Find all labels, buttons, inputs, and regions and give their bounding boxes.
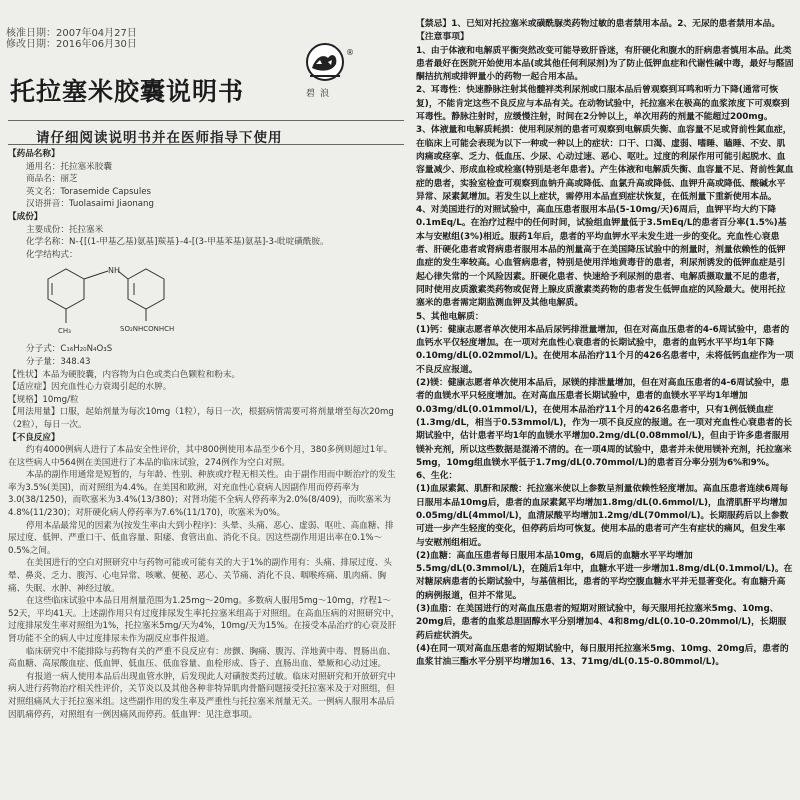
revision-date: 修改日期：2016年06月30日 — [6, 39, 137, 50]
english-name: 英文名：Torasemide Capsules — [26, 186, 152, 197]
precaution-2: 2、耳毒性：快速静脉注射其他髓袢类利尿剂或口服本品后曾观察到耳鸣和听力下降(通常可恢复)，不能肯定这些不良反应与本品有关。在动物试验中，托拉塞米在极高的血浆浓度下可观察到耳毒性。静脉注射时，应缓慢注射，时间在2分钟以上，单次用药的剂量不能超过200mg。 — [416, 85, 790, 123]
chemical-structure-diagram — [8, 261, 208, 343]
adverse-paragraph-6: 临床研究中不能排除与药物有关的严重不良反应有：房颤、胸痛、腹泻、洋地黄中毒、胃肠出血、高血糖、高尿酸血症、低血钾、低血压、低血容量、血栓形成、昏子、直肠出血、晕厥和心动过速。 — [8, 646, 396, 670]
precaution-5-magnesium: (2)镁：健康志愿者单次使用本品后，尿镁的排泄量增加，但在对高血压患者的4-6周试验中，患者的血镁水平只轻度增加。在对高血压患者长期试验中，患者的血镁水平平均1年增加0.03mg/dL(0.01mmol/L)，在使用本品治疗11个月的426名患者中，只有1例低镁血症(1.3mg/dL，相当于0.53mmol/L)，作为一项不良反应的报道。在一项对充血性心衰患者的长期试验中，估计患者平均1年的血镁水平增加0.2mg/dL(0.08mmol/L)，但由于许多患者服用镁补充剂，所以这些数据是混淆不清的。在一项4周的试验中，患者并未使用镁补充剂，托拉塞米5mg，10mg组血镁水平低于1.7mg/dL(0.70mmol/L)的患者百分率分别为6%和9%。 — [416, 378, 793, 468]
section-indications: 【适应症】因充血性心力衰竭引起的水肿。 — [8, 382, 172, 393]
precaution-3: 3、体液量和电解质耗损：使用利尿剂的患者可观察到电解质失衡、血容量不足或肾前性氮血症，在临床上可能会表现为以下一种或一种以上的症状：口干、口渴、虚弱、嗜睡、瞌睡、不安、肌肉痛或痉挛、乏力、低血压、少尿、心动过速、恶心、呕吐。过度的利尿作用可能引起脱水、血容量减少、形成血栓或栓塞(特别是老年患者)。产生体液和电解质失衡、血容量不足、肾前性氮血症的患者，实验室检查可观察到血钠升高或降低、血氯升高或降低、血钾升高或降低、酸碱水平异常、尿素氮增加。若发生以上症状，需停用本品直到症状恢复，在低剂量下重新使用本品。 — [416, 125, 794, 202]
structure-label: 化学结构式： — [26, 249, 78, 260]
section-specification: 【规格】10mg/粒 — [8, 394, 79, 405]
adverse-paragraph-1: 约有4000例病人进行了本品安全性评价，其中800例使用本品至少6个月，380多例则超过1年。在这些病人中564例在美国进行了本品的临床试验，274例作为空白对照。 — [8, 445, 393, 468]
adverse-paragraph-7: 有报道一病人使用本品后出现血管水肿，后发现此人对磺胺类药过敏。临床对照研究和开放研究中病人进行药物治疗相关性评价，关节炎以及其他各种非特异肌肉骨骼问题接受托拉塞米及于对照组，但对照组痛风大于托拉塞米组。这些副作用的发生率及严重性与托拉塞米剂量无关。一例病人服用本品后因肌痛停药，对照组有一例因痛风而停药。低血钾：见注意事项。 — [8, 671, 396, 720]
title-divider — [8, 120, 404, 121]
pinyin-name: 汉语拼音：Tuolasaimi Jiaonang — [26, 199, 154, 210]
registered-mark: ® — [346, 48, 354, 57]
section-adverse-reactions: 【不良反应】 — [8, 432, 60, 443]
chemical-name: 化学名称：N-{[(1-甲基乙基)氨基]羰基}-4-[(3-甲基苯基)氨基]-3-吡啶磺酰胺。 — [26, 237, 329, 248]
structure-sulfonyl-label: SO₂NHCONHCH — [120, 325, 175, 334]
section-drug-name: 【药品名称】 — [8, 149, 60, 159]
contraindications-heading: 【禁忌】 — [416, 19, 452, 29]
document-subtitle: 请仔细阅读说明书并在医师指导下使用 — [36, 130, 283, 146]
trade-name: 商品名：丽芝 — [26, 174, 78, 185]
document-title: 托拉塞米胶囊说明书 — [10, 77, 245, 106]
precaution-6-glucose: (2)血糖：高血压患者每日服用本品10mg，6周后的血糖水平平均增加5.5mg/dL(0.3mmol/L)，在随后1年中，血糖水平进一步增加1.8mg/dL(0.1mmol/L)。在对糖尿病患者的长期试验中，与基值相比，患者的平均空腹血糖水平并无显著变化。有血糖升高的病例报道，但并不常见。 — [416, 550, 793, 601]
brand-name: 碧浪 — [306, 89, 335, 99]
left-body-text — [8, 148, 400, 721]
precaution-4: 4、对美国进行的对照试验中，高血压患者服用本品(5-10mg/天)6周后，血钾平均大约下降0.1mEq/L。在治疗过程中的任何时间，试验组血钾量低于3.5mEq/L的患者百分率(1.5%)基本与安慰组(3%)相近。服药1年后，患者的平均血钾水平未发生进一步的变化。充血性心衰患者、肝硬化患者或肾病患者服用本品的剂量高于在美国降压试验中的剂量时，剂量依赖性的低钾血症的发生率较高。心血管病患者，特别是使用洋地黄毒苷的患者，利尿剂诱发的低钾血症是引起心律失常的一个风险因素。肝硬化患者、快速给予利尿剂的患者、电解质摄取量不足的患者，同时使用皮质激素类药物或促肾上腺皮质激素类药物的患者发生低钾血症的风险最大。使用托拉塞米的患者需定期监测血钾及其他电解质。 — [416, 205, 787, 309]
right-column — [416, 18, 794, 798]
precaution-5-calcium: (1)钙：健康志愿者单次使用本品后尿钙排泄量增加，但在对高血压患者的4-6周试验中，患者的血钙水平仅轻度增加。在一项对充血性心衰患者的长期试验中，患者的血钙水平平均1年下降0.10mg/dL(0.02mmol/L)。在使用本品治疗11个月的426名患者中，未将低钙血症作为一项不良反应报道。 — [416, 324, 794, 375]
structure-methyl-label: CH₃ — [58, 327, 71, 336]
section-properties: 【性状】本品为硬胶囊，内容物为白色或类白色颗粒和粉末。 — [8, 369, 241, 380]
structure-nh-label: NH — [108, 266, 120, 276]
precaution-5: 5、其他电解质： — [416, 311, 484, 322]
precaution-6-triglycerides: (4)在同一项对高血压患者的短期试验中，每日服用托拉塞米5mg、10mg、20mg后，患者的血浆甘油三酯水平分别平均增加16、13、71mg/dL(0.15-0.80mmol/L)。 — [416, 643, 789, 668]
precaution-6-lipids: (3)血脂：在美国进行的对高血压患者的短期对照试验中，每天服用托拉塞米5mg、10mg、20mg后，患者的血浆总胆固醇水平分别增加4、4和8mg/dL(0.10-0.20mmol/L)，长期服药后症状消失。 — [416, 604, 787, 641]
contraindications-text: 1、已知对托拉塞米或磺酰脲类药物过敏的患者禁用本品。2、无尿的患者禁用本品。 — [451, 19, 781, 29]
precaution-6: 6、生化： — [416, 471, 458, 482]
molecular-weight: 分子量：348.43 — [26, 356, 91, 367]
main-component: 主要成份：托拉塞米 — [26, 224, 104, 235]
precaution-6-bun: (1)血尿素氮、肌酐和尿酸：托拉塞米使以上参数呈剂量依赖性轻度增加。高血压患者连续6周每日服用本品10mg后，患者的血尿素氮平均增加1.8mg/dL(0.6mmol/L)，血清肌酐平均增加0.05mg/dL(4mmol/L)，血清尿酸平均增加1.2mg/dL(70mmol/L)。长期服药后以上参数可进一步产生轻度的变化，但停药后均可恢复。使用本品的患者可产生有症状的痛风，但发生率与安慰剂组相近。 — [416, 484, 789, 548]
adverse-paragraph-3: 停用本品最常见的因素为(按发生率由大到小程序)：头晕、头痛、恶心、虚弱、呕吐、高血糖、排尿过度、低钾、严重口干、低血容量、阳痿、食管出血、消化不良。因这些副作用退出率在0.1%～0.5%之间。 — [8, 520, 394, 556]
generic-name: 通用名：托拉塞米胶囊 — [26, 161, 112, 172]
subtitle-divider — [8, 144, 404, 145]
section-composition: 【成份】 — [8, 211, 43, 222]
adverse-paragraph-5: 在这些临床试验中本品日用剂量范围为1.25mg～20mg。多数病人服用5mg～10mg，疗程1～52天，平均41天。上述副作用只有过度排尿发生率托拉塞米组高于对照组。在高血压病的对照研究中，过度排尿发生率对照组为1%，托拉塞米5mg/天为4%，10mg/天为15%。在接受本品治疗的心衰及肝肾功能不全的病人中过度排尿未作为副反应事件报道。 — [8, 596, 400, 644]
section-contraindications — [416, 18, 794, 31]
section-dosage: 【用法用量】口服，起始剂量为每次10mg（1粒），每日一次，根据病情需要可将剂量增至每次20mg（2粒），每日一次。 — [8, 407, 394, 430]
adverse-paragraph-2: 本品的副作用通常是短暂的，与年龄、性别、种族或疗程无相关性。由于副作用而中断治疗的发生率为3.5%(美国)，而对照组为4.4%。在美国和欧洲，对充血性心衰病人因副作用而停药率为3.0(38/1250)，而吹塞米为3.4%(13/380)；对肾功能不全病人停药率为2.0%(8/409)，而吹塞米为4.8%(11/230)；对肝硬化病人停药率为7.6%(11/170)，吹塞米为0%。 — [8, 470, 396, 519]
left-column — [6, 28, 406, 798]
chemical-structure — [8, 261, 400, 343]
molecular-formula: 分子式：C₁₆H₂₀N₄O₃S — [26, 344, 113, 355]
section-precautions: 【注意事项】 — [416, 32, 469, 43]
approval-date: 核准日期：2007年04月27日 — [6, 28, 137, 39]
precaution-1: 1、由于体液和电解质平衡突然改变可能导致肝昏迷，有肝硬化和腹水的肝病患者慎用本品。此类患者最好在医院开始使用本品(或其他任何利尿剂)为了防止低钾血症和代谢性碱中毒，最好与醛固酮拮抗剂或排钾量小的药物一起合用本品。 — [416, 45, 794, 83]
adverse-paragraph-4: 在美国进行的空白对照研究中与药物可能或可能有关的大于1%的副作用有：头痛、排尿过度、头晕、鼻炎、乏力、腹泻、心电异常、咳嗽、便秘、恶心、关节痛、消化不良、咽喉疼痛、肌肉痛、胸痛、失眠、水肿、神经过敏。 — [8, 558, 392, 594]
